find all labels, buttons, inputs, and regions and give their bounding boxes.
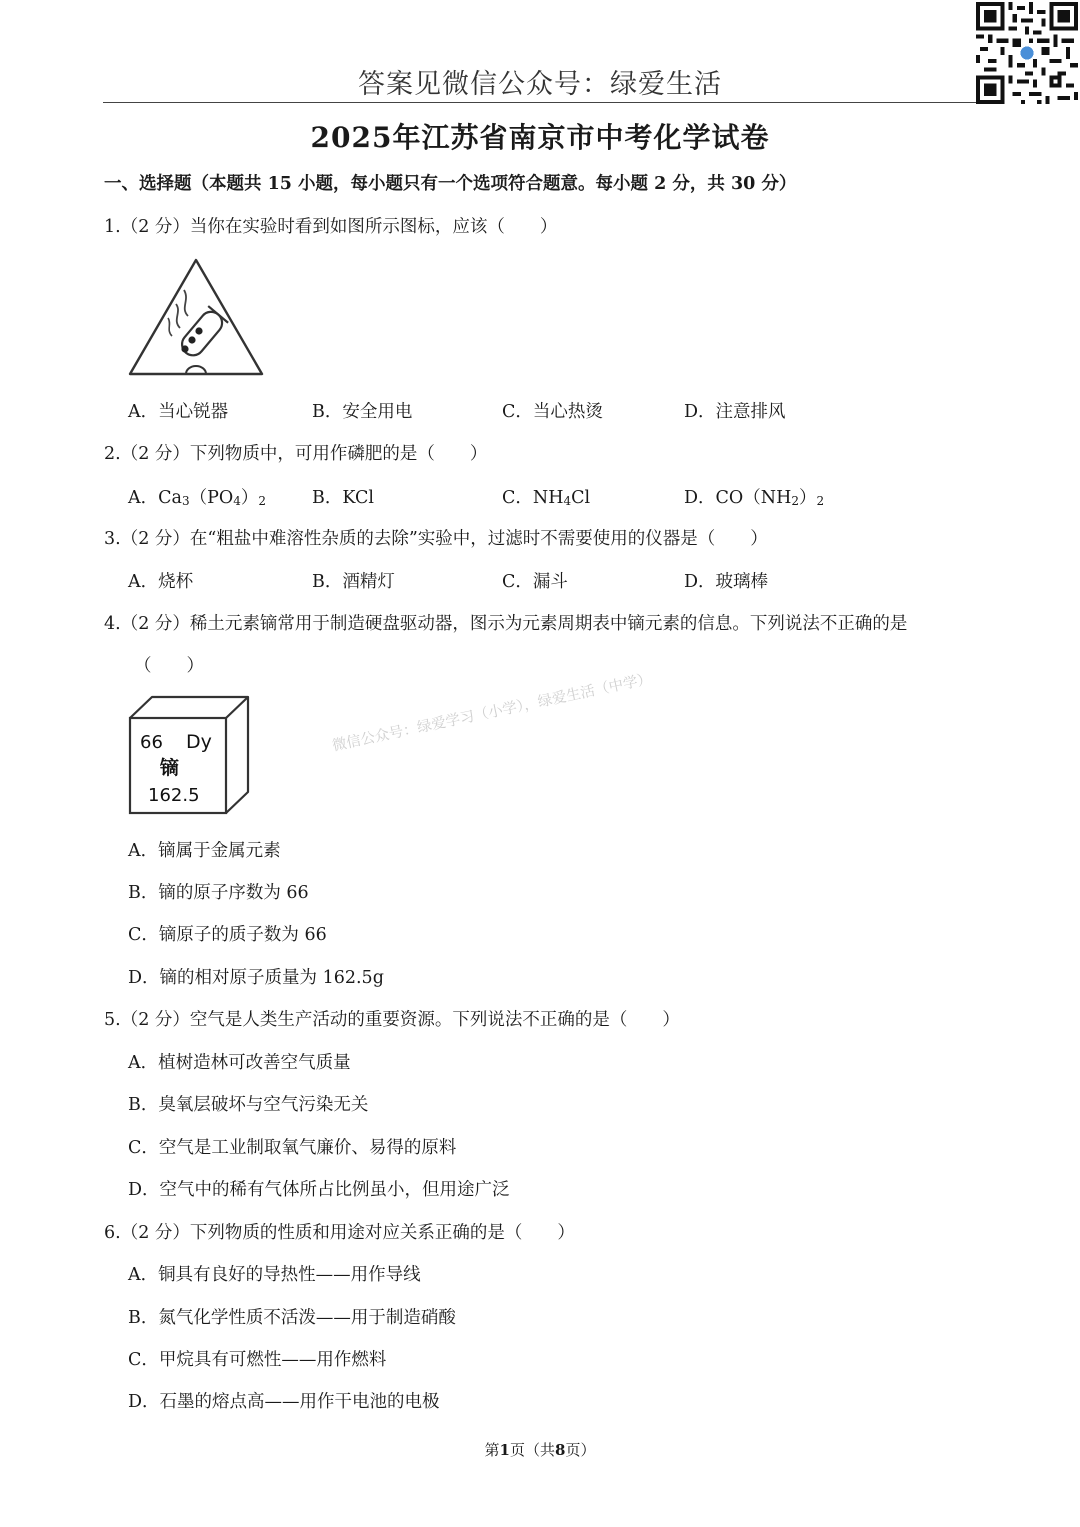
question-1-option-b: B．安全用电 xyxy=(312,402,413,422)
question-2-option-a: A．$Ca_3(PO_4)_2$ xyxy=(128,488,267,508)
element-number: 66 xyxy=(140,732,163,753)
question-4-option-d: D．镝的相对原子质量为 162.5g xyxy=(128,968,384,988)
question-1-option-d: D．注意排风 xyxy=(684,402,786,422)
question-1-option-c: C．当心热烫 xyxy=(502,402,603,422)
current-page: 1 xyxy=(499,1441,510,1459)
question-4-option-c: C．镝原子的质子数为 66 xyxy=(128,925,327,945)
header-notice: 答案见微信公众号：绿爱生活 xyxy=(358,69,722,100)
question-1-option-a: A．当心锐器 xyxy=(128,402,229,422)
question-5-option-d: D．空气中的稀有气体所占比例虽小，但用途广泛 xyxy=(128,1180,510,1200)
qr-code-icon xyxy=(976,2,1078,104)
question-6-option-d: D．石墨的熔点高——用作干电池的电极 xyxy=(128,1392,440,1412)
header-divider xyxy=(103,102,976,103)
section-heading: 一、选择题（本题共 15 小题，每小题只有一个选项符合题意。每小题 2 分，共 30 分） xyxy=(104,174,797,194)
question-3-option-d: D．玻璃棒 xyxy=(684,572,769,592)
question-5-option-c: C．空气是工业制取氧气廉价、易得的原料 xyxy=(128,1138,457,1158)
question-2-option-d: D．$CO(NH_2)_2$ xyxy=(684,488,825,508)
question-2-option-c: C．$NH_4Cl$ xyxy=(502,488,591,508)
question-6-option-a: A．铜具有良好的导热性——用作导线 xyxy=(128,1265,421,1285)
question-4-stem-continuation: （ ） xyxy=(134,656,204,676)
total-pages: 8 xyxy=(555,1441,566,1459)
question-4-stem: 4.（2 分）稀土元素镝常用于制造硬盘驱动器，图示为元素周期表中镝元素的信息。下列说法不正确的是 xyxy=(104,614,908,634)
question-4-option-a: A．镝属于金属元素 xyxy=(128,841,281,861)
question-1-stem: 1.（2 分）当你在实验时看到如图所示图标，应该（ ） xyxy=(104,217,558,237)
question-6-option-c: C．甲烷具有可燃性——用作燃料 xyxy=(128,1350,387,1370)
question-6-option-b: B．氮气化学性质不活泼——用于制造硝酸 xyxy=(128,1308,456,1328)
exam-title: 2025年江苏省南京市中考化学试卷 xyxy=(310,121,770,154)
question-6-stem: 6.（2 分）下列物质的性质和用途对应关系正确的是（ ） xyxy=(104,1223,575,1243)
element-name: 镝 xyxy=(160,757,180,779)
question-3-option-a: A．烧杯 xyxy=(128,572,194,592)
watermark: 微信公众号：绿爱学习（小学），绿爱生活（中学） xyxy=(330,671,654,755)
question-2-option-b: B．KCl xyxy=(312,488,374,508)
question-5-option-b: B．臭氧层破坏与空气污染无关 xyxy=(128,1095,369,1115)
question-3-option-c: C．漏斗 xyxy=(502,572,568,592)
element-mass: 162.5 xyxy=(148,785,200,806)
question-4-option-b: B．镝的原子序数为 66 xyxy=(128,883,309,903)
question-5-stem: 5.（2 分）空气是人类生产活动的重要资源。下列说法不正确的是（ ） xyxy=(104,1010,680,1030)
question-2-stem: 2.（2 分）下列物质中，可用作磷肥的是（ ） xyxy=(104,444,488,464)
page-footer: 第1页（共8页） xyxy=(484,1441,596,1459)
question-3-stem: 3.（2 分）在“粗盐中难溶性杂质的去除”实验中，过滤时不需要使用的仪器是（ ） xyxy=(104,529,768,549)
hot-surface-warning-icon xyxy=(126,256,266,380)
question-5-option-a: A．植树造林可改善空气质量 xyxy=(128,1053,351,1073)
element-symbol: Dy xyxy=(186,731,212,753)
question-3-option-b: B．酒精灯 xyxy=(312,572,395,592)
element-card-dysprosium xyxy=(126,694,254,816)
